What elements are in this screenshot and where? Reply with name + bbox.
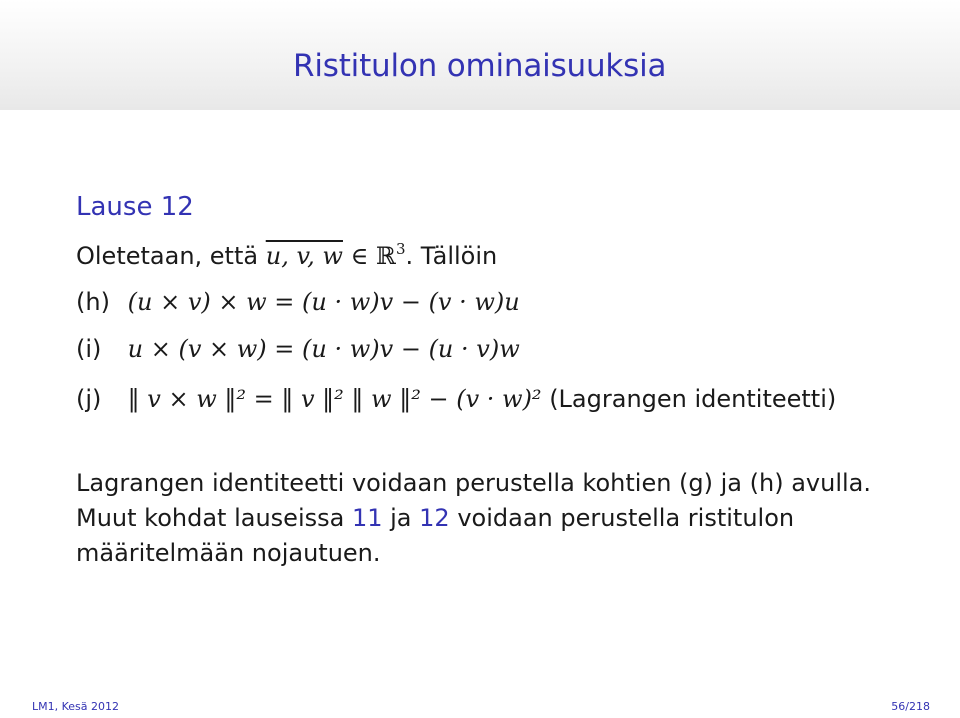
- item-formula: (u × v) × w = (u · w)v − (v · w)u: [127, 288, 520, 316]
- theorem-ref-link[interactable]: 11: [351, 504, 383, 532]
- theorem-label: Lause 12: [76, 192, 194, 222]
- theorem-ref-link[interactable]: 12: [419, 504, 450, 532]
- item-formula: u × (v × w) = (u · w)v − (u · v)w: [127, 335, 520, 363]
- theorem-item-j: [76, 385, 836, 413]
- paragraph-line-3: määritelmään nojautuen.: [76, 539, 381, 567]
- footer-course: LM1, Kesä 2012: [32, 700, 120, 713]
- assumption-suffix: . Tällöin: [405, 242, 498, 270]
- item-label: (h): [76, 288, 110, 316]
- item-formula: ‖ v × w ‖² = ‖ v ‖² ‖ w ‖² − (v · w)²: [127, 385, 542, 413]
- paragraph-line-1: Lagrangen identiteetti voidaan perustella kohtien (g) ja (h) avulla.: [76, 469, 871, 497]
- theorem-assumption: [76, 240, 497, 270]
- assumption-prefix: Oletetaan, että: [76, 242, 259, 270]
- item-label: (j): [76, 385, 102, 413]
- theorem-item-i: [76, 335, 520, 363]
- paragraph-text: ja: [382, 504, 420, 532]
- paragraph-text: voidaan perustella ristitulon: [449, 504, 795, 532]
- assumption-power: 3: [395, 240, 406, 258]
- footer-page-number: 56/218: [891, 700, 930, 713]
- item-label: (i): [76, 335, 102, 363]
- assumption-in: ∈ ℝ: [350, 242, 396, 270]
- theorem-item-h: [76, 288, 520, 316]
- item-note: (Lagrangen identiteetti): [549, 385, 837, 413]
- slide-title: Ristitulon ominaisuuksia: [293, 48, 667, 84]
- paragraph-line-2: [76, 504, 794, 532]
- slide-footer: [0, 696, 960, 718]
- assumption-vars: u, v, w: [265, 242, 343, 270]
- paragraph-text: Muut kohdat lauseissa: [76, 504, 352, 532]
